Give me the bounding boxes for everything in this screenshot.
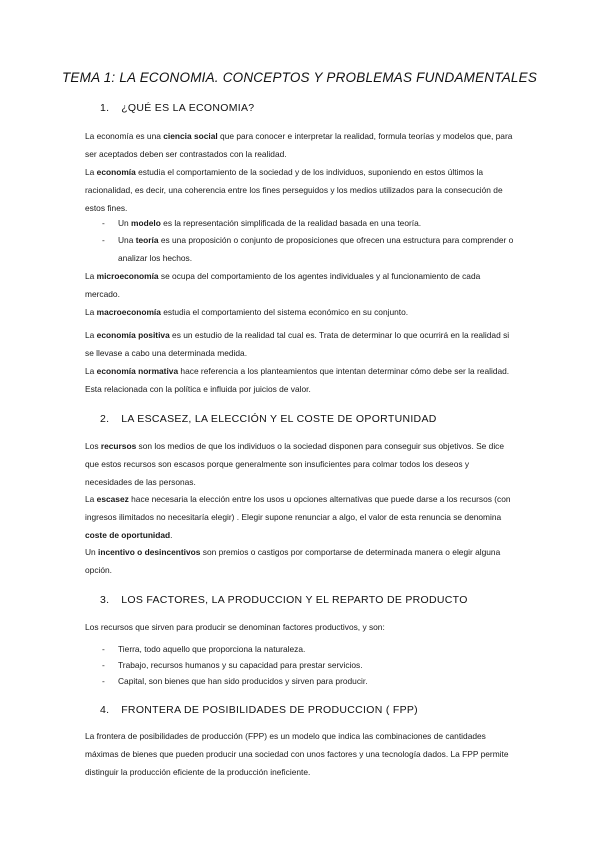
paragraph: La economía es una ciencia social que para conocer e interpretar la realidad, formula teorías y modelos que, para ser aceptados deben ser contrastados con la realidad. (85, 131, 513, 159)
paragraph: La frontera de posibilidades de producción (FPP) es un modelo que indica las combinaciones de cantidades máximas de bienes que pueden producir una sociedad con unos factores y una tecnología dados. La FPP permite distinguir la producción eficiente de la producción ineficiente. (85, 731, 509, 777)
paragraph: La economía normativa hace referencia a los planteamientos que intentan determinar cómo debe ser la realidad. Esta relacionada con la política e influida por juicios de valor. (85, 366, 510, 394)
document-page: TEMA 1: LA ECONOMIA. CONCEPTOS Y PROBLEMAS FUNDAMENTALES 1. ¿QUÉ ES LA ECONOMIA? La economía es una ciencia social que para conocer e interpretar la realidad, formula teorías y modelos que, para ser aceptados deben ser contrastados con la realidad. La economía estudia el comportamiento de la sociedad y de los individuos, suponiendo en estos últimos la racionalidad, es decir, una coherencia entre los fines perseguidos y los medios utilizados para la consecución de estos fines. - Un modelo es la representación simplificada de la realidad basada en una teoría. - Una teoría es una proposición o conjunto de proposiciones que ofrecen una estructura para comprender o analizar los hechos. La microeconomía se ocupa del comportamiento de los agentes individuales y al funcionamiento de cada mercado. La macroeconomía estudia el comportamiento del sistema económico en su conjunto. La economía positiva es un estudio de la realidad tal cual es. Trata de determinar lo que ocurrirá en la realidad si se llevase a cabo una determinada medida. La economía normativa hace referencia a los planteamientos que intentan determinar cómo debe ser la realidad. Esta relacionada con la política e influida por juicios de valor. 2. LA ESCASEZ, LA ELECCIÓN Y EL COSTE DE OPORTUNIDAD Los recursos son los medios de que los individuos o la sociedad disponen para conseguir sus objetivos. Se dice que estos recursos son escasos porque generalmente son insuficientes para colmar todos los deseos y necesidades de las personas. La escasez hace necesaria la elección entre los usos u opciones alternativas que puede darse a los recursos (con ingresos ilimitados no necesitaría elegir) . Elegir supone renunciar a algo, el valor de esta renuncia se denomina coste de oportunidad. Un incentivo o desincentivos son premios o castigos por comportarse de determinada manera o elegir alguna opción. 3. LOS FACTORES, LA PRODUCCION Y EL REPARTO DE PRODUCTO Los recursos que sirven para producir se denominan factores productivos, y son: - Tierra, todo aquello que proporciona la naturaleza. - Trabajo, recursos humanos y su capacidad para prestar servicios. - Capital, son bienes que han sido producidos y sirven para producir. 4. FRONTERA DE POSIBILIDADES DE PRODUCCION ( FPP) La frontera de posibilidades de producción (FPP) es un modelo que indica las combinaciones de cantidades máximas de bienes que pueden producir una sociedad con unos factores y una tecnología dados. La FPP permite distinguir la producción eficiente de la producción ineficiente. (0, 0, 599, 848)
paragraph: Los recursos son los medios de que los individuos o la sociedad disponen para conseguir sus objetivos. Se dice que estos recursos son escasos porque generalmente son insuficientes para colmar todos los deseos y necesidades de las personas. (85, 441, 505, 487)
paragraph: Un incentivo o desincentivos son premios o castigos por comportarse de determinada manera o elegir alguna opción. (85, 547, 501, 575)
section-3-heading: 3. LOS FACTORES, LA PRODUCCION Y EL REPARTO DE PRODUCTO (100, 594, 468, 606)
paragraph: La escasez hace necesaria la elección entre los usos u opciones alternativas que puede darse a los recursos (con ingresos ilimitados no necesitaría elegir) . Elegir supone renunciar a algo, el valor de esta renuncia se denomina coste de oportunidad. (85, 494, 511, 540)
paragraph: Los recursos que sirven para producir se denominan factores productivos, y son: (85, 622, 385, 632)
paragraph: La microeconomía se ocupa del comportamiento de los agentes individuales y al funcionamiento de cada mercado. (85, 271, 481, 299)
section-2-heading: 2. LA ESCASEZ, LA ELECCIÓN Y EL COSTE DE OPORTUNIDAD (100, 413, 437, 425)
section-4-heading: 4. FRONTERA DE POSIBILIDADES DE PRODUCCION ( FPP) (100, 704, 418, 716)
page-title: TEMA 1: LA ECONOMIA. CONCEPTOS Y PROBLEMAS FUNDAMENTALES (61, 70, 538, 85)
paragraph: La economía positiva es un estudio de la realidad tal cual es. Trata de determinar lo que ocurrirá en la realidad si se llevase a cabo una determinada medida. (85, 330, 510, 358)
paragraph: La macroeconomía estudia el comportamiento del sistema económico en su conjunto. (85, 307, 409, 317)
paragraph: La economía estudia el comportamiento de la sociedad y de los individuos, suponiendo en estos últimos la racionalidad, es decir, una coherencia entre los fines perseguidos y los medios utilizados para la consecución de estos fines. (85, 167, 503, 213)
section-1-heading: 1. ¿QUÉ ES LA ECONOMIA? (100, 102, 255, 114)
